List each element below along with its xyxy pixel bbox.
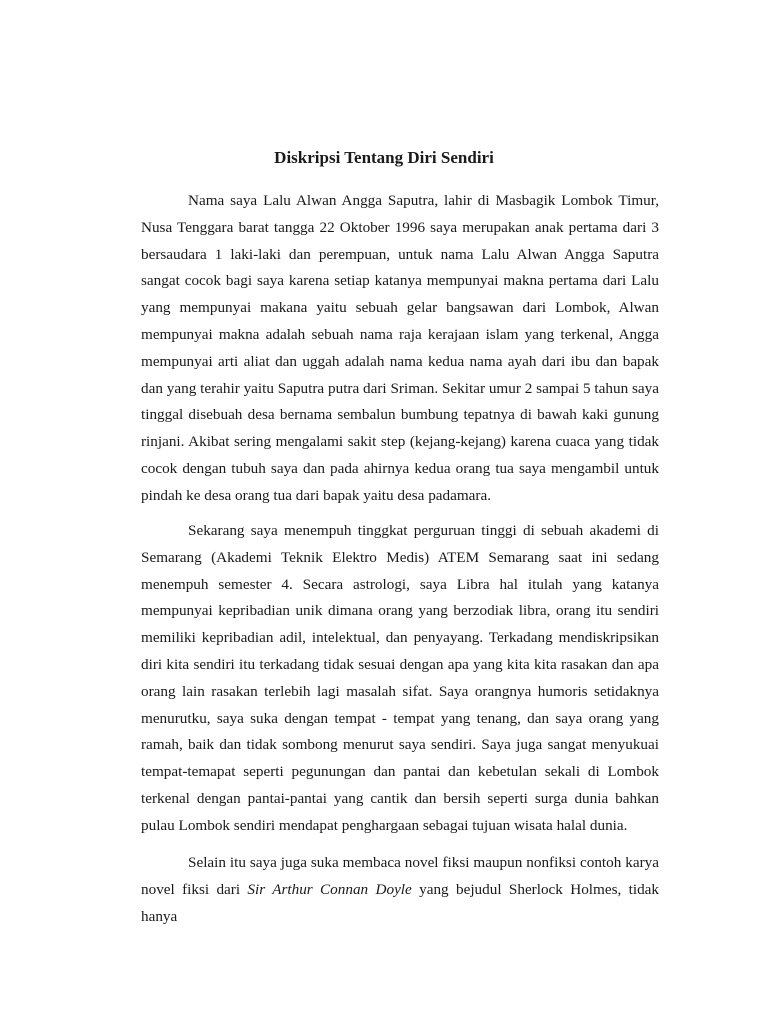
author-name-italic: Sir Arthur Connan Doyle	[247, 880, 412, 898]
paragraph-3-text-after: yang bejudul Sherlock Holmes, tidak hanya	[141, 880, 659, 925]
paragraph-2: Sekarang saya menempuh tinggkat perguruan tinggi di sebuah akademi di Semarang (Akademi Teknik Elektro Medis) ATEM Semarang saat ini sedang menempuh semester 4. Secara astrologi, saya Libra hal itulah yang katanya mempunyai kepribadian unik dimana orang yang berzodiak libra, orang itu sendiri memiliki kepribadian adil, intelektual, dan penyayang. Terkadang mendiskripsikan diri kita sendiri itu terkadang tidak sesuai dengan apa yang kita kita rasakan dan apa orang lain rasakan terlebih lagi masalah sifat. Saya orangnya humoris setidaknya menurutku, saya suka dengan tempat - tempat yang tenang, dan saya orang yang ramah, baik dan tidak sombong menurut saya sendiri. Saya juga sangat menyukuai tempat-temapat seperti pegunungan dan pantai dan kebetulan sekali di Lombok terkenal dengan pantai-pantai yang cantik dan bersih seperti surga dunia bahkan pulau Lombok sendiri mendapat penghargaan sebagai tujuan wisata halal dunia.	[141, 522, 659, 834]
paragraph-3-text-before: Selain itu saya juga suka membaca novel fiksi maupun nonfiksi contoh karya novel fiksi dari	[141, 854, 659, 898]
paragraph-3	[141, 850, 659, 930]
document-title: Diskripsi Tentang Diri Sendiri	[274, 148, 494, 167]
paragraph-1: Nama saya Lalu Alwan Angga Saputra, lahir di Masbagik Lombok Timur, Nusa Tenggara barat tangga 22 Oktober 1996 saya merupakan anak pertama dari 3 bersaudara 1 laki-laki dan perempuan, untuk nama Lalu Alwan Angga Saputra sangat cocok bagi saya karena setiap katanya mempunyai makna pertama dari Lalu yang mempunyai makana yaitu sebuah gelar bangsawan dari Lombok, Alwan mempunyai makna adalah sebuah nama raja kerajaan islam yang terkenal, Angga mempunyai arti aliat dan uggah adalah nama kedua nama ayah dari ibu dan bapak dan yang terahir yaitu Saputra putra dari Sriman. Sekitar umur 2 sampai 5 tahun saya tinggal disebuah desa bernama sembalun bumbung tepatnya di bawah kaki gunung rinjani. Akibat sering mengalami sakit step (kejang-kejang) karena cuaca yang tidak cocok dengan tubuh saya dan pada ahirnya kedua orang tua saya mengambil untuk pindah ke desa orang tua dari bapak yaitu desa padamara.	[141, 192, 659, 504]
